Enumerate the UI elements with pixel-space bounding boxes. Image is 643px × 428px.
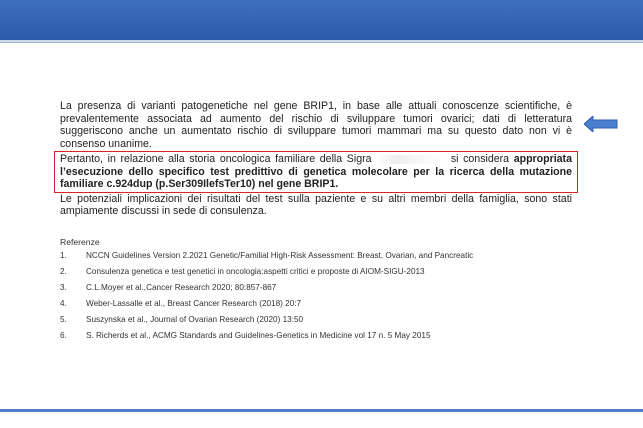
header-divider [0,42,643,43]
references-list [60,251,473,347]
report-body [60,100,572,218]
header-bar [0,0,643,42]
references-title: Referenze [60,237,100,247]
reference-item: 5. Suszynska et al., Journal of Ovarian Research (2020) 13:50 [60,315,304,324]
conclusion-intro: Pertanto, in relazione alla storia oncologica familiare della Sigra [60,153,372,165]
footer-line [0,409,643,412]
highlighted-conclusion-box [54,151,578,193]
reference-item: 2. Consulenza genetica e test genetici in oncologia:aspetti critici e proposte di AIOM-SIGU-2013 [60,267,425,276]
redacted-patient-name [376,155,446,164]
conclusion-bold-text: appropriata l’esecuzione dello specifico test predittivo di genetica molecolare per la ricerca della mutazione familiare c.924dup (p.Ser309IlefsTer10) nel gene BRIP1. [60,153,572,190]
conclusion-after-name: si considera [446,153,510,165]
reference-item: 3. C.L.Moyer et al.,Cancer Research 2020; 80:857-867 [60,283,277,292]
reference-item: 1. NCCN Guidelines Version 2.2021 Genetic/Familial High-Risk Assessment: Breast, Ovarian, and Pancreatic [60,251,474,260]
left-arrow-icon [584,116,618,132]
reference-item: 4. Weber-Lassalle et al., Breast Cancer Research (2018) 20:7 [60,299,302,308]
reference-item: 6. S. Richerds et al., ACMG Standards and Guidelines-Genetics in Medicine vol 17 n. 5 May 2015 [60,331,431,340]
paragraph-brip1-risk: La presenza di varianti patogenetiche nel gene BRIP1, in base alle attuali conoscenze scientifiche, è prevalentemente associata ad aumento del rischio di sviluppare tumori ovarici; dati di letteratura suggeriscono anche un aumentato rischio di sviluppare tumori mammari ma su questo dato non vi è consenso unanime. [60,100,572,150]
conclusion-paragraph [60,153,572,191]
paragraph-counseling: Le potenziali implicazioni dei risultati del test sulla paziente e su altri membri della famiglia, sono stati ampiamente discussi in sede di consulenza. [60,192,572,217]
